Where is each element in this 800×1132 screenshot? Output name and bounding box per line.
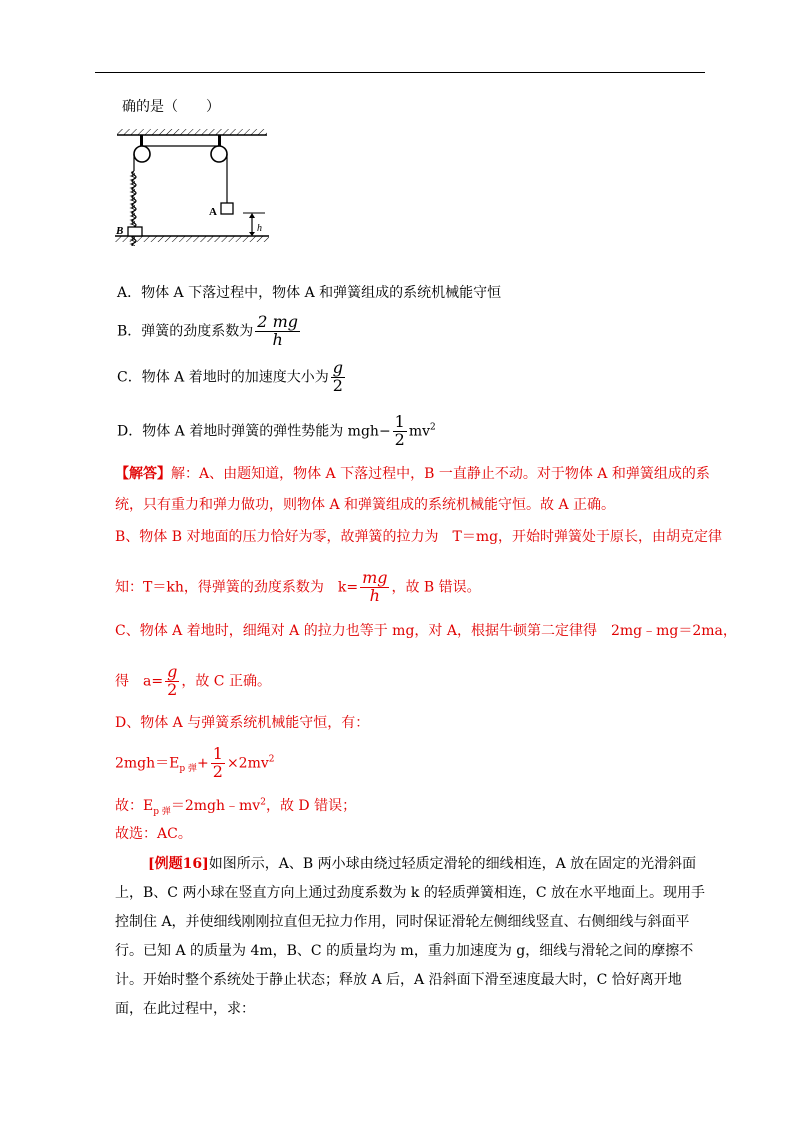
option-C-text: C．物体 A 着地时的加速度大小为: [117, 369, 329, 386]
answer-tag: 【解答】: [115, 466, 171, 482]
right-pulley: [211, 146, 227, 162]
option-B-text: B．弹簧的劲度系数为: [117, 323, 254, 340]
answer-a-fraction: $\frac{g}{2}$: [167, 662, 178, 699]
answer-line-2: 统，只有重力和弹力做功，则物体 A 和弹簧组成的系统机械能守恒。故 A 正确。: [115, 497, 616, 513]
option-D-text: D．物体 A 着地时弹簧的弹性势能为 mgh−: [117, 423, 391, 440]
answer-line-6: 得 a= $\frac{g}{2}$ ，故 C 正确。: [115, 662, 271, 699]
option-D: D．物体 A 着地时弹簧的弹性势能为 mgh− $\frac{1}{2}$ $mv^2$: [117, 412, 436, 449]
left-pulley: [134, 146, 150, 162]
example-tag: [例题16]: [148, 856, 209, 872]
answer-k-fraction: $\frac{mg}{h}$: [362, 568, 388, 605]
floor-hatch: [115, 236, 269, 242]
label-B: B: [116, 225, 124, 237]
header-rule: [95, 72, 705, 73]
answer-line-4: 知：T＝kh，得弹簧的劲度系数为 k= $\frac{mg}{h}$ ，故 B 错误。: [115, 568, 481, 605]
answer-line-7: D、物体 A 与弹簧系统机械能守恒，有：: [115, 715, 370, 731]
block-B: [128, 227, 142, 236]
question-stem-tail: 确的是（ ）: [122, 99, 220, 115]
answer-line-10: 故选：AC。: [115, 826, 192, 842]
example-text: 如图所示，A、B 两小球由绕过轻质定滑轮的细线相连，A 放在固定的光滑斜面上，B、C 两小球在竖直方向上通过劲度系数为 k 的轻质弹簧相连，C 放在水平地面上。现用手控制住 A，并使细线刚刚拉直但无拉力作用，同时保证滑轮左侧细线竖直、右侧细线与斜面平行。已知 A 的质量为 4m，B、C 的质量均为 m，重力加速度为 g，细线与滑轮之间的摩擦不计。开始时整个系统处于静止状态；释放 A 后，A 沿斜面下滑至速度最大时，C 恰好离开地面，在此过程中，求：: [115, 856, 705, 1017]
option-B-fraction: $\frac{2 mg}{h}$: [257, 312, 298, 349]
answer-line-5: C、物体 A 着地时，细绳对 A 的拉力也等于 mg，对 A，根据牛顿第二定律得 2mg﹣mg＝2ma，: [115, 623, 737, 639]
option-C-fraction: $\frac{g}{2}$: [332, 358, 343, 395]
label-A: A: [209, 206, 217, 218]
answer-line-3: B、物体 B 对地面的压力恰好为零，故弹簧的拉力为 T＝mg，开始时弹簧处于原长，由胡克定律: [115, 529, 723, 545]
ceiling-hatch: [117, 129, 267, 135]
answer-line-8: $2mgh=E_{p 弹}+$ $\frac{1}{2}$ $\times 2mv^2$: [115, 744, 275, 781]
answer-half-fraction: $\frac{1}{2}$: [212, 744, 223, 781]
option-B: [117, 314, 302, 349]
pulley-spring-figure: [113, 124, 273, 246]
option-D-fraction: $\frac{1}{2}$: [394, 412, 405, 449]
option-A: A．物体 A 下落过程中，物体 A 和弹簧组成的系统机械能守恒: [117, 285, 502, 301]
option-C: [117, 360, 347, 395]
example-16-paragraph: [115, 850, 707, 1024]
label-h: h: [257, 223, 262, 234]
answer-line-9: 故：$E_{p 弹}=2mgh﹣mv^2$，故 D 错误；: [115, 797, 357, 817]
block-A: [221, 203, 233, 214]
answer-line-1: 【解答】解：A、由题知道，物体 A 下落过程中，B 一直静止不动。对于物体 A 和弹簧组成的系: [115, 466, 710, 482]
